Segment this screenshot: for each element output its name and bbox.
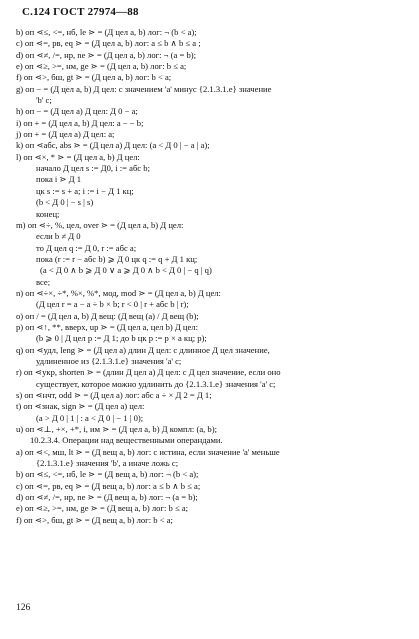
text-line: u) оп ⋖⊥, +×, +*, i, им ⋗ = (Д цел a, b) Д компл: (a, b); [16, 424, 217, 435]
text-line: h) оп − = (Д цел a) Д цел: Д 0 − a; [16, 106, 138, 117]
text-line: все; [36, 276, 51, 287]
text-line: {2.1.3.1.e} значения 'b', а иначе ложь c; [36, 458, 179, 469]
text-line: c) оп ⋖=, рв, eq ⋗ = (Д вещ a, b) лог: a ≤ b ∧ b ≤ a; [16, 480, 201, 491]
text-line: i) оп + = (Д цел a, b) Д цел: a − − b; [16, 117, 144, 128]
text-line: (a < Д 0 ∧ b ⩾ Д 0 ∨ a ⩾ Д 0 ∧ b < Д 0 | − q | q) [40, 265, 212, 276]
text-line: s) оп ⋖нчт, odd ⋗ = (Д цел a) лог: абс a ÷ × Д 2 = Д 1; [16, 390, 212, 400]
text-line: e) оп ⋖≥, >=, нм, ge ⋗ = (Д цел a, b) лог: b ≤ a; [16, 61, 187, 72]
text-line: p) оп ⋖↑, **, вверх, up ⋗ = (Д цел a, цел b) Д цел: [16, 321, 198, 332]
text-line: если b ≠ Д 0 [36, 231, 81, 242]
text-line: удлиненное из {2.1.3.1.e} значения 'a' c; [36, 355, 182, 366]
text-line: то Д цел q := Д 0, r := абс a; [36, 242, 137, 253]
text-line: цк s := s + a; i := i − Д 1 кц; [36, 185, 134, 196]
page-header: С.124 ГОСТ 27974—88 [22, 6, 139, 18]
text-line: b) оп ⋖≤, <=, нб, le ⋗ = (Д вещ a, b) лог: ¬ (b < a); [16, 469, 199, 480]
text-line: b) оп ⋖≤, <=, нб, le ⋗ = (Д цел a, b) лог: ¬ (b < a); [16, 27, 197, 37]
text-line: g) оп − = (Д цел a, b) Д цел: с значением 'a' минус {2.1.3.1.e} значение [16, 83, 272, 94]
text-line: пока (r := r − абс b) ⩾ Д 0 цк q := q + Д 1 кц; [36, 253, 198, 264]
text-line: t) оп ⋖знак, sign ⋗ = (Д цел a) цел: [16, 401, 145, 412]
text-line: c) оп ⋖=, рв, eq ⋗ = (Д цел a, b) лог: a ≤ b ∧ b ≤ a ; [16, 38, 201, 49]
text-line: (b ⩾ 0 | Д цел p := Д 1; до b цк p := p × a кц; p); [36, 333, 207, 344]
text-line: (b < Д 0 | − s | s) [36, 197, 94, 208]
text-line: f) оп ⋖>, бш, gt ⋗ = (Д цел a, b) лог: b < a; [16, 72, 172, 83]
text-line: f) оп ⋖>, бш, gt ⋗ = (Д вещ a, b) лог: b < a; [16, 514, 173, 525]
text-line: (Д цел r = a − a ÷ b × b; r < 0 | r + абс b | r); [36, 299, 189, 310]
text-line: n) оп ⋖÷×, ÷*, %×, %*, мод, mod ⋗ = (Д цел a, b) Д цел: [16, 287, 221, 298]
text-line: e) оп ⋖≥, >=, нм, ge ⋗ = (Д вещ a, b) лог: b ≤ a; [16, 503, 189, 514]
text-line: пока i ⋗ Д 1 [36, 174, 82, 185]
text-line: m) оп ⋖÷, %, цел, over ⋗ = (Д цел a, b) Д цел: [16, 219, 184, 230]
text-line: r) оп ⋖укр, shorten ⋗ = (длин Д цел a) Д цел: с Д цел значение, если оно [16, 367, 281, 378]
text-line: d) оп ⋖≠, /=, нр, ne ⋗ = (Д вещ a, b) лог: ¬ (a = b); [16, 492, 198, 503]
text-line: k) оп ⋖абс, abs ⋗ = (Д цел a) Д цел: (a < Д 0 | − a | a); [16, 140, 210, 151]
text-line: 'b' c; [36, 95, 52, 106]
text-line: (a > Д 0 | 1 | : a < Д 0 | − 1 | 0); [36, 412, 144, 423]
section-heading: 10.2.3.4. Операции над вещественными операндами. [30, 435, 223, 446]
text-line: d) оп ⋖≠, /=, нр, ne ⋗ = (Д цел a, b) лог: ¬ (a = b); [16, 49, 197, 60]
text-line: a) оп ⋖<, мш, lt ⋗ = (Д вещ a, b) лог: с истина, если значение 'a' меньше [16, 446, 280, 457]
text-line: o) оп / = (Д цел a, b) Д вещ: (Д вещ (a) / Д вещ (b); [16, 310, 199, 321]
text-line: существует, которое можно удлинить до {2.1.3.1.e} значения 'a' c; [36, 378, 276, 389]
text-line: l) оп ⋖×, * ⋗ = (Д цел a, b) Д цел: [16, 151, 140, 162]
page-number: 126 [16, 603, 31, 613]
text-line: q) оп ⋖удл, leng ⋗ = (Д цел a) длин Д цел: с длинное Д цел значение, [16, 344, 270, 355]
text-line: начало Д цел s := Д0, i := абс b; [36, 163, 150, 174]
text-line: j) оп + = (Д цел a) Д цел: a; [16, 129, 115, 140]
document-body [16, 27, 408, 526]
text-line: конец; [36, 208, 60, 219]
